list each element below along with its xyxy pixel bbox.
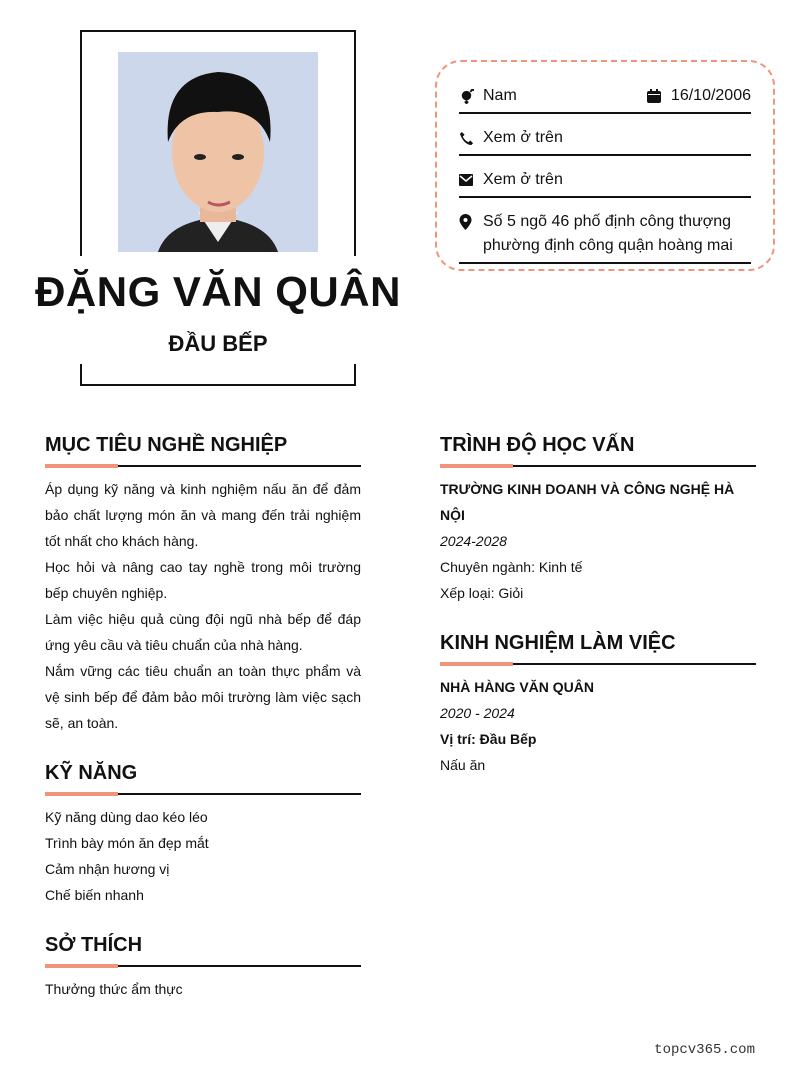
candidate-name: ĐẶNG VĂN QUÂN: [35, 268, 401, 315]
experience-description: Nấu ăn: [440, 757, 486, 773]
skill-item: Kỹ năng dùng dao kéo léo: [45, 809, 208, 825]
contact-info-box: [435, 60, 775, 271]
right-column: [440, 432, 756, 802]
gender-value: Nam: [483, 87, 517, 104]
section-underline: [45, 792, 361, 796]
skill-item: Cảm nhận hương vị: [45, 861, 170, 877]
hobbies-section: [45, 932, 361, 1002]
hobby-item: Thưởng thức ẩm thực: [45, 981, 183, 997]
section-title: SỞ THÍCH: [45, 934, 143, 956]
school-name: TRƯỜNG KINH DOANH VÀ CÔNG NGHỆ HÀ NỘI: [440, 481, 735, 523]
education-major: Chuyên ngành: Kinh tế: [440, 559, 583, 575]
education-grade: Xếp loại: Giỏi: [440, 585, 524, 601]
section-underline: [45, 964, 361, 968]
education-section: [440, 432, 756, 606]
objective-item: Nắm vững các tiêu chuẩn an toàn thực phẩm và vệ sinh bếp để đảm bảo môi trường làm việc sạch sẽ, an toàn.: [45, 663, 361, 731]
section-title: KỸ NĂNG: [45, 762, 138, 784]
skills-section: [45, 760, 361, 908]
email-row: [459, 164, 751, 198]
section-title: KINH NGHIỆM LÀM VIỆC: [440, 632, 676, 654]
education-period: 2024-2028: [440, 533, 507, 549]
skill-item: Trình bày món ăn đẹp mắt: [45, 835, 209, 851]
section-title: TRÌNH ĐỘ HỌC VẤN: [440, 434, 635, 456]
phone-value: Xem ở trên: [483, 129, 563, 146]
company-name: NHÀ HÀNG VĂN QUÂN: [440, 679, 594, 695]
candidate-role: ĐẦU BẾP: [168, 331, 268, 356]
phone-icon: [459, 126, 483, 150]
objective-section: [45, 432, 361, 736]
address-row: [459, 206, 751, 264]
experience-position: Vị trí: Đầu Bếp: [440, 731, 537, 747]
objective-item: Học hỏi và nâng cao tay nghề trong môi trường bếp chuyên nghiệp.: [45, 559, 361, 601]
objective-item: Áp dụng kỹ năng và kinh nghiệm nấu ăn để đảm bảo chất lượng món ăn và mang đến trải nghiệm tốt nhất cho khách hàng.: [45, 481, 361, 549]
dob-value: 16/10/2006: [670, 87, 751, 104]
phone-row: [459, 122, 751, 156]
gender-icon: [459, 84, 483, 108]
experience-period: 2020 - 2024: [440, 705, 515, 721]
section-title: MỤC TIÊU NGHỀ NGHIỆP: [45, 434, 288, 456]
experience-section: [440, 630, 756, 778]
envelope-icon: [459, 168, 483, 192]
header-frame-bottom: [80, 364, 356, 386]
objective-item: Làm việc hiệu quả cùng đội ngũ nhà bếp để đáp ứng yêu cầu và tiêu chuẩn của nhà hàng.: [45, 611, 361, 653]
calendar-icon: [647, 84, 671, 108]
section-underline: [45, 464, 361, 468]
location-pin-icon: [459, 210, 483, 234]
section-underline: [440, 662, 756, 666]
footer-watermark: topcv365.com: [654, 1042, 755, 1058]
section-underline: [440, 464, 756, 468]
address-value: Số 5 ngõ 46 phố định công thượng phường định công quận hoàng mai: [483, 213, 733, 254]
gender-dob-row: [459, 80, 751, 114]
email-value: Xem ở trên: [483, 171, 563, 188]
profile-photo: [118, 52, 318, 252]
skill-item: Chế biến nhanh: [45, 887, 144, 903]
left-column: [45, 432, 361, 1026]
